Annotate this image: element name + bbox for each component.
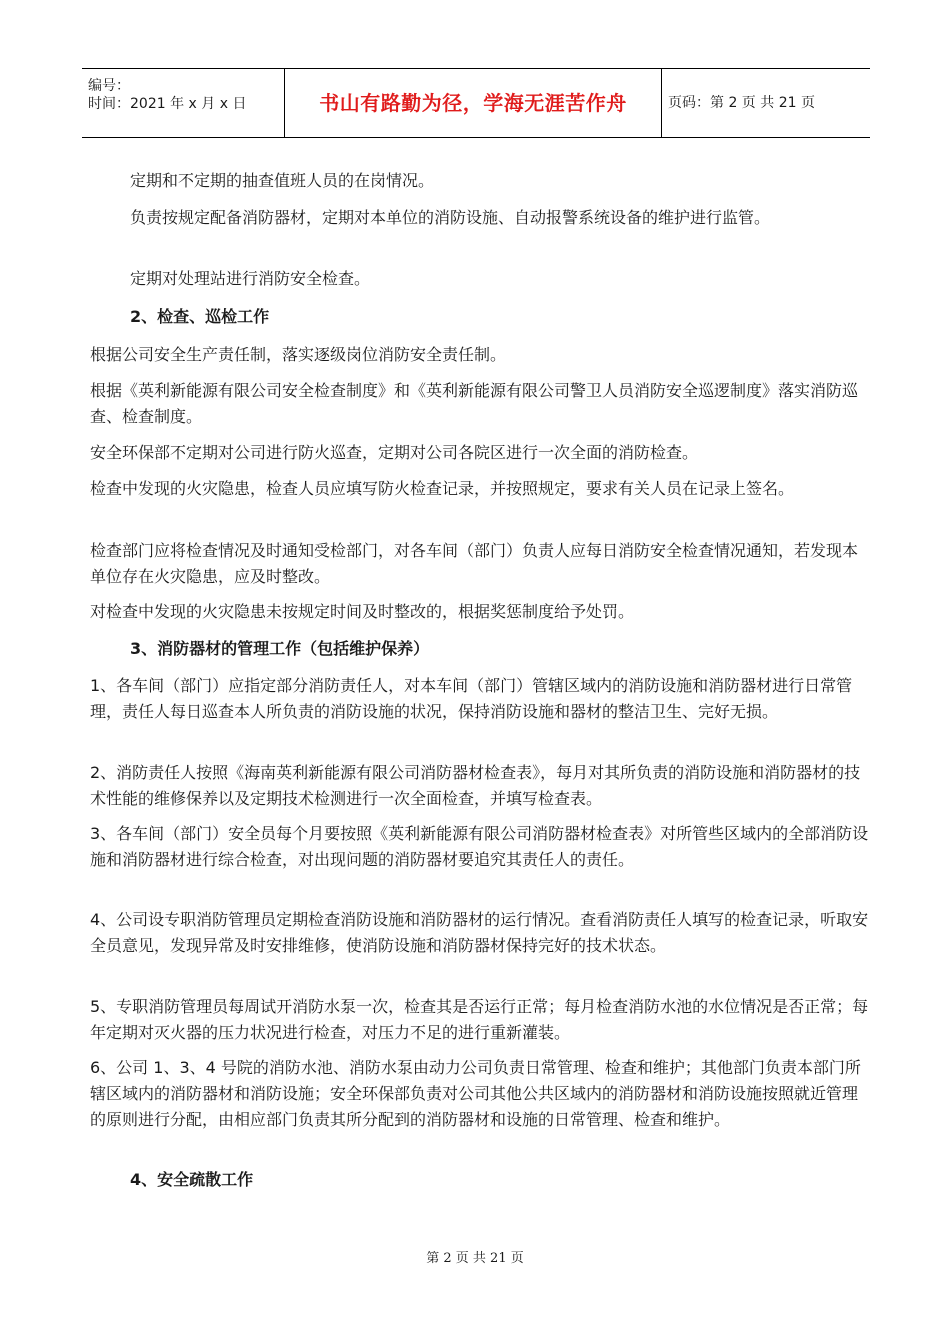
page-footer: 第 2 页 共 21 页	[426, 1251, 524, 1266]
paragraph: 负责按规定配备消防器材，定期对本单位的消防设施、自动报警系统设备的维护进行监管。	[130, 208, 771, 227]
paragraph: 检查中发现的火灾隐患，检查人员应填写防火检查记录，并按照规定，要求有关人员在记录上签名。	[90, 479, 795, 498]
list-item: 4、公司设专职消防管理员定期检查消防设施和消防器材的运行情况。查看消防责任人填写的检查记录，听取安全员意见，发现异常及时安排维修，使消防设施和消防器材保持完好的技术状态。	[90, 910, 869, 955]
header-page-info: 页码：第 2 页 共 21 页	[668, 95, 815, 111]
paragraph: 检查部门应将检查情况及时通知受检部门，对各车间（部门）负责人应每日消防安全检查情况通知，若发现本单位存在火灾隐患，应及时整改。	[90, 541, 859, 586]
document-header	[82, 68, 870, 138]
list-item: 3、各车间（部门）安全员每个月要按照《英利新能源有限公司消防器材检查表》对所管些区域内的全部消防设施和消防器材进行综合检查，对出现问题的消防器材要追究其责任人的责任。	[90, 824, 869, 869]
doc-time-label: 时间：2021 年 x 月 x 日	[88, 96, 247, 112]
list-item: 6、公司 1、3、4 号院的消防水池、消防水泵由动力公司负责日常管理、检查和维护；其他部门负责本部门所辖区域内的消防器材和消防设施；安全环保部负责对公司其他公共区域内的消防器材和消防设施按照就近管理的原则进行分配，由相应部门负责其所分配到的消防器材和设施的日常管理、检查和维护。	[90, 1058, 861, 1129]
list-item: 1、各车间（部门）应指定部分消防责任人，对本车间（部门）管辖区域内的消防设施和消防器材进行日常管理，责任人每日巡查本人所负责的消防设施的状况，保持消防设施和器材的整洁卫生、完好无损。	[90, 676, 853, 721]
section-heading: 2、检查、巡检工作	[130, 307, 270, 326]
list-item: 2、消防责任人按照《海南英利新能源有限公司消防器材检查表》，每月对其所负责的消防设施和消防器材的技术性能的维修保养以及定期技术检测进行一次全面检查，并填写检查表。	[90, 763, 861, 808]
doc-number-label: 编号：	[88, 78, 130, 94]
paragraph: 对检查中发现的火灾隐患未按规定时间及时整改的，根据奖惩制度给予处罚。	[90, 602, 635, 621]
paragraph: 根据公司安全生产责任制，落实逐级岗位消防安全责任制。	[90, 345, 507, 364]
paragraph: 安全环保部不定期对公司进行防火巡查，定期对公司各院区进行一次全面的消防检查。	[90, 443, 699, 462]
header-motto: 书山有路勤为径，学海无涯苦作舟	[285, 69, 662, 137]
header-meta-cell	[82, 69, 285, 137]
list-item: 5、专职消防管理员每周试开消防水泵一次，检查其是否运行正常；每月检查消防水池的水位情况是否正常；每年定期对灭火器的压力状况进行检查，对压力不足的进行重新灌装。	[90, 997, 869, 1042]
paragraph: 定期对处理站进行消防安全检查。	[130, 269, 371, 288]
section-heading: 4、安全疏散工作	[130, 1170, 254, 1189]
section-heading: 3、消防器材的管理工作（包括维护保养）	[130, 639, 430, 658]
paragraph: 定期和不定期的抽查值班人员的在岗情况。	[130, 171, 435, 190]
paragraph: 根据《英利新能源有限公司安全检查制度》和《英利新能源有限公司警卫人员消防安全巡逻制度》落实消防巡查、检查制度。	[90, 381, 859, 426]
